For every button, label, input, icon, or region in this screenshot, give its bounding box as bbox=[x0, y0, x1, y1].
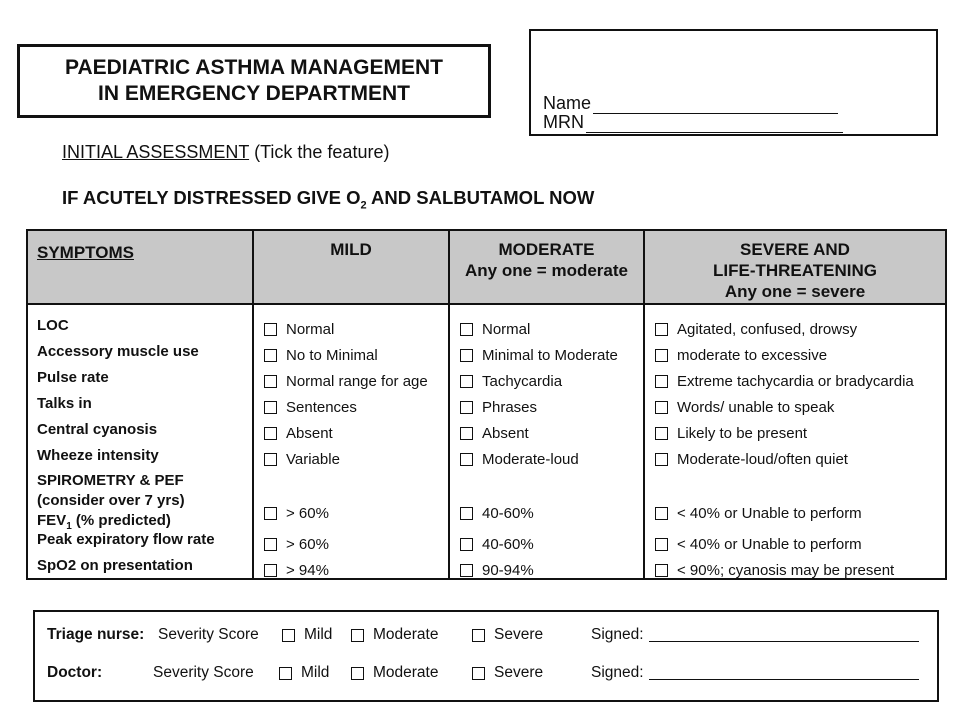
header-moderate bbox=[450, 239, 643, 281]
checkbox[interactable] bbox=[351, 667, 364, 680]
checkbox[interactable] bbox=[264, 564, 277, 577]
option-severe-spo2[interactable]: < 90%; cyanosis may be present bbox=[655, 560, 894, 580]
option-mild-pef[interactable]: > 60% bbox=[264, 534, 329, 554]
form-title-line1: PAEDIATRIC ASTHMA MANAGEMENT bbox=[65, 56, 443, 79]
header-severe-line2: LIFE-THREATENING bbox=[712, 261, 877, 280]
warning-text-1: IF ACUTELY DISTRESSED GIVE O bbox=[62, 187, 361, 208]
option-mild-fev1[interactable]: > 60% bbox=[264, 503, 329, 523]
checkbox[interactable] bbox=[655, 349, 668, 362]
checkbox[interactable] bbox=[655, 375, 668, 388]
header-severe bbox=[645, 239, 945, 302]
header-moderate-line1: MODERATE bbox=[498, 240, 595, 259]
checkbox[interactable] bbox=[264, 401, 277, 414]
option-severe-pulse[interactable]: Extreme tachycardia or bradycardia bbox=[655, 371, 914, 391]
option-moderate-loc[interactable]: Normal bbox=[460, 319, 530, 339]
checkbox[interactable] bbox=[655, 453, 668, 466]
header-mild-text: MILD bbox=[330, 240, 372, 259]
option-severe-loc[interactable]: Agitated, confused, drowsy bbox=[655, 319, 857, 339]
initial-assessment-note: (Tick the feature) bbox=[254, 142, 390, 162]
doctor-option-mild[interactable]: Mild bbox=[279, 662, 329, 684]
triage-nurse-label: Triage nurse: bbox=[47, 626, 145, 643]
doctor-signed-label: Signed: bbox=[591, 664, 644, 681]
checkbox[interactable] bbox=[264, 538, 277, 551]
checkbox[interactable] bbox=[282, 629, 295, 642]
checkbox[interactable] bbox=[460, 349, 473, 362]
label-central-cyanosis: Central cyanosis bbox=[37, 421, 158, 438]
triage-option-moderate[interactable]: Moderate bbox=[351, 624, 438, 646]
checkbox[interactable] bbox=[264, 427, 277, 440]
checkbox[interactable] bbox=[460, 323, 473, 336]
patient-id-box bbox=[529, 29, 938, 136]
label-spirometry: SPIROMETRY & PEF bbox=[37, 472, 184, 489]
triage-signature-line[interactable] bbox=[649, 641, 919, 642]
doctor-option-severe[interactable]: Severe bbox=[472, 662, 543, 684]
option-mild-pulse[interactable]: Normal range for age bbox=[264, 371, 428, 391]
label-pulse-rate: Pulse rate bbox=[37, 369, 109, 386]
warning-subscript: 2 bbox=[360, 199, 367, 212]
checkbox[interactable] bbox=[264, 349, 277, 362]
label-talks-in: Talks in bbox=[37, 395, 92, 412]
doctor-signature-line[interactable] bbox=[649, 679, 919, 680]
option-severe-accessory[interactable]: moderate to excessive bbox=[655, 345, 827, 365]
doctor-option-moderate[interactable]: Moderate bbox=[351, 662, 438, 684]
checkbox[interactable] bbox=[460, 538, 473, 551]
checkbox[interactable] bbox=[655, 323, 668, 336]
label-peak-expiratory-flow: Peak expiratory flow rate bbox=[37, 531, 215, 548]
name-label: Name bbox=[543, 93, 592, 113]
symptom-severity-table bbox=[26, 229, 947, 580]
option-mild-talks[interactable]: Sentences bbox=[264, 397, 357, 417]
initial-assessment-label: INITIAL ASSESSMENT bbox=[62, 142, 250, 162]
mrn-underline[interactable] bbox=[586, 112, 843, 133]
checkbox[interactable] bbox=[279, 667, 292, 680]
option-severe-fev1[interactable]: < 40% or Unable to perform bbox=[655, 503, 862, 523]
header-severe-line1: SEVERE AND bbox=[740, 240, 850, 259]
checkbox[interactable] bbox=[655, 401, 668, 414]
option-severe-pef[interactable]: < 40% or Unable to perform bbox=[655, 534, 862, 554]
option-severe-wheeze[interactable]: Moderate-loud/often quiet bbox=[655, 449, 848, 469]
header-severe-line3: Any one = severe bbox=[724, 282, 866, 301]
checkbox[interactable] bbox=[655, 507, 668, 520]
checkbox[interactable] bbox=[460, 507, 473, 520]
option-mild-loc[interactable]: Normal bbox=[264, 319, 334, 339]
checkbox[interactable] bbox=[655, 427, 668, 440]
checkbox[interactable] bbox=[460, 427, 473, 440]
column-divider bbox=[252, 231, 254, 578]
checkbox[interactable] bbox=[264, 507, 277, 520]
label-accessory-muscle-use: Accessory muscle use bbox=[37, 343, 199, 360]
acute-distress-warning bbox=[62, 187, 594, 212]
option-moderate-talks[interactable]: Phrases bbox=[460, 397, 537, 417]
option-moderate-fev1[interactable]: 40-60% bbox=[460, 503, 534, 523]
checkbox[interactable] bbox=[460, 375, 473, 388]
doctor-label: Doctor: bbox=[47, 664, 103, 681]
checkbox[interactable] bbox=[264, 453, 277, 466]
option-moderate-accessory[interactable]: Minimal to Moderate bbox=[460, 345, 618, 365]
mrn-label: MRN bbox=[543, 112, 584, 132]
label-spirometry-note: (consider over 7 yrs) bbox=[37, 492, 185, 509]
doctor-severity-score-label: Severity Score bbox=[153, 664, 254, 681]
label-loc: LOC bbox=[37, 317, 69, 334]
option-severe-cyanosis[interactable]: Likely to be present bbox=[655, 423, 807, 443]
option-mild-cyanosis[interactable]: Absent bbox=[264, 423, 333, 443]
signoff-box bbox=[33, 610, 939, 702]
triage-signed-label: Signed: bbox=[591, 626, 644, 643]
option-moderate-spo2[interactable]: 90-94% bbox=[460, 560, 534, 580]
checkbox[interactable] bbox=[351, 629, 364, 642]
option-mild-spo2[interactable]: > 94% bbox=[264, 560, 329, 580]
option-moderate-wheeze[interactable]: Moderate-loud bbox=[460, 449, 579, 469]
checkbox[interactable] bbox=[472, 629, 485, 642]
checkbox[interactable] bbox=[460, 453, 473, 466]
checkbox[interactable] bbox=[460, 564, 473, 577]
mrn-field[interactable] bbox=[543, 107, 843, 133]
label-fev1: $FEV_1$ (% predicted) bbox=[37, 512, 171, 532]
form-title-line2: IN EMERGENCY DEPARTMENT bbox=[98, 82, 410, 105]
header-mild bbox=[254, 239, 448, 260]
triage-option-severe[interactable]: Severe bbox=[472, 624, 543, 646]
label-wheeze-intensity: Wheeze intensity bbox=[37, 447, 159, 464]
header-moderate-line2: Any one = moderate bbox=[465, 261, 628, 280]
checkbox[interactable] bbox=[472, 667, 485, 680]
option-mild-accessory[interactable]: No to Minimal bbox=[264, 345, 378, 365]
option-moderate-cyanosis[interactable]: Absent bbox=[460, 423, 529, 443]
checkbox[interactable] bbox=[460, 401, 473, 414]
checkbox[interactable] bbox=[655, 564, 668, 577]
option-moderate-pulse[interactable]: Tachycardia bbox=[460, 371, 562, 391]
column-divider bbox=[448, 231, 450, 578]
checkbox[interactable] bbox=[655, 538, 668, 551]
header-symptoms: SYMPTOMS bbox=[37, 243, 134, 262]
triage-severity-score-label: Severity Score bbox=[158, 626, 259, 643]
initial-assessment-heading bbox=[62, 142, 389, 163]
form-title bbox=[17, 44, 491, 118]
checkbox[interactable] bbox=[264, 375, 277, 388]
option-severe-talks[interactable]: Words/ unable to speak bbox=[655, 397, 834, 417]
warning-text-2: AND SALBUTAMOL NOW bbox=[366, 187, 595, 208]
option-moderate-pef[interactable]: 40-60% bbox=[460, 534, 534, 554]
checkbox[interactable] bbox=[264, 323, 277, 336]
label-spo2: SpO2 on presentation bbox=[37, 557, 193, 574]
option-mild-wheeze[interactable]: Variable bbox=[264, 449, 340, 469]
triage-option-mild[interactable]: Mild bbox=[282, 624, 332, 646]
